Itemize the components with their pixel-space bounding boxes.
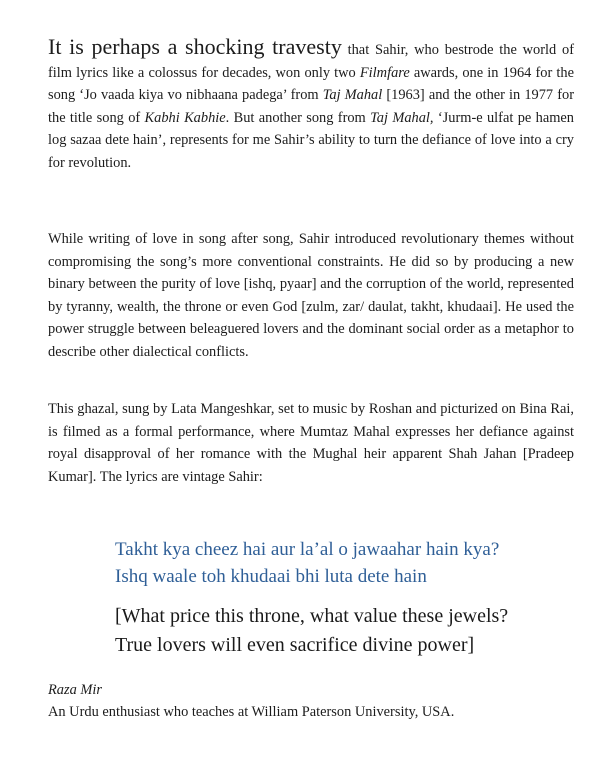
paragraph-text: that Sahir, who bestrode the world of film lyrics like a colossus for decades, won only two <box>48 42 574 81</box>
paragraph-text: [1963] and the other in 1977 for the title song of <box>48 87 575 126</box>
translation-line: [What price this throne, what value these jewels? <box>115 605 509 627</box>
english-translation <box>115 602 585 660</box>
paragraph-text: . But another song from <box>225 109 371 126</box>
lead-phrase: It is perhaps a shocking travesty <box>48 34 342 59</box>
paragraph-text: ‘Jurm-e ulfat pe hamen log sazaa dete hain’, represents for me Sahir’s ability to turn the defiance of love into a cry for revolution. <box>48 109 574 171</box>
author-name: Raza Mir <box>48 682 102 698</box>
author-bio: An Urdu enthusiast who teaches at William Paterson University, USA. <box>48 704 455 720</box>
verse-line: Takht kya cheez hai aur la’al o jawaahar hain kya? <box>115 539 500 560</box>
translation-line: True lovers will even sacrifice divine power] <box>115 634 475 656</box>
urdu-verse <box>115 536 585 590</box>
paragraph-intro <box>48 36 574 174</box>
verse-line: Ishq waale toh khudaai bhi luta dete hain <box>115 566 427 587</box>
paragraph-ghazal: This ghazal, sung by Lata Mangeshkar, set to music by Roshan and picturized on Bina Rai, is filmed as a formal performance, where Mumtaz Mahal expresses her defiance against royal disapproval of her romance with the Mughal heir apparent Shah Jahan [Pradeep Kumar]. The lyrics are vintage Sahir: <box>48 401 574 485</box>
paragraph-text: awards, one in 1964 for the song ‘Jo vaada kiya vo nibhaana padega’ from <box>48 64 574 103</box>
italic-title: Kabhi Kabhie <box>144 109 226 126</box>
paragraph-themes: While writing of love in song after song, Sahir introduced revolutionary themes without compromising the song’s more conventional constraints. He did so by producing a new binary between the purity of love [ishq, pyaar] and the corruption of the world, represented by tyranny, wealth, the throne or even God [zulm, zar/ daulat, takht, khudaai]. He used the power struggle between beleaguered lovers and the dominant social order as a metaphor to describe other dialectical conflicts. <box>48 231 574 360</box>
italic-title: Taj Mahal <box>322 87 383 103</box>
italic-title: Taj Mahal, <box>370 109 434 126</box>
italic-title: Filmfare <box>359 64 410 81</box>
